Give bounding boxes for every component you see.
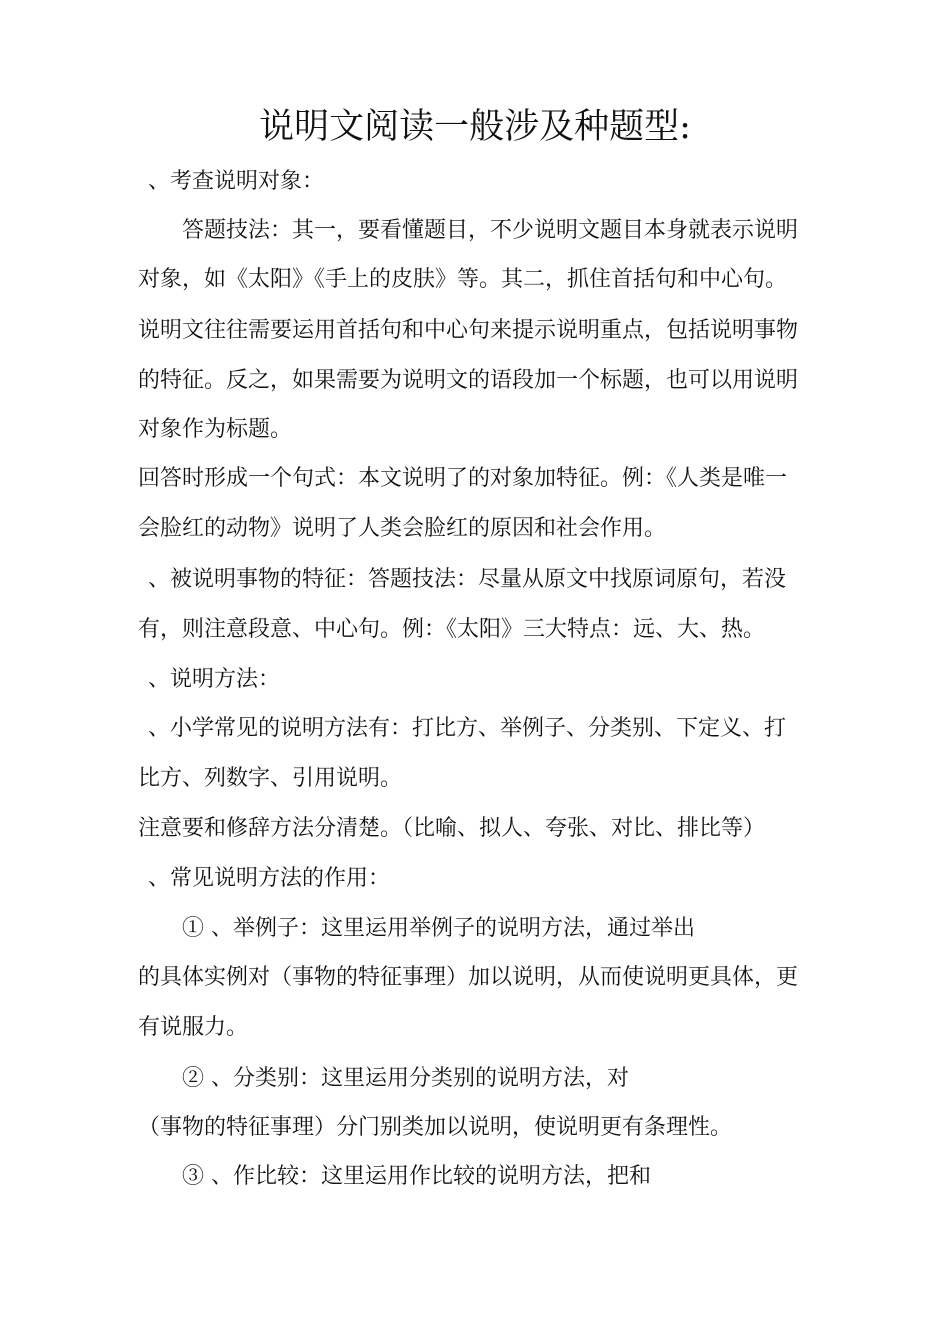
page-title: 说明文阅读一般涉及种题型: [259,107,691,147]
paragraph-line: （事物的特征事理）分门别类加以说明，使说明更有条理性。 [138,1115,733,1140]
paragraph-line: 会脸红的动物》说明了人类会脸红的原因和社会作用。 [138,516,667,541]
paragraph-line: 注意要和修辞方法分清楚。（比喻、拟人、夸张、对比、排比等） [138,816,766,841]
paragraph-line: 比方、列数字、引用说明。 [138,766,403,791]
section-heading-methods: 、说明方法： [148,667,281,692]
paragraph-line: 、小学常见的说明方法有：打比方、举例子、分类别、下定义、打 [148,716,787,741]
section-heading-subject: 、考查说明对象： [148,169,325,194]
paragraph-line: 对象，如《太阳》《手上的皮肤》等。其二，抓住首括句和中心句。 [138,267,788,292]
numbered-item-3: ③ 、作比较：这里运用作比较的说明方法，把和 [182,1164,651,1189]
paragraph-line: 有说服力。 [138,1015,249,1040]
paragraph-line: 有，则注意段意、中心句。例：《太阳》三大特点：远、大、热。 [138,617,766,642]
paragraph-line: 对象作为标题。 [138,417,293,442]
section-heading-method-effects: 、常见说明方法的作用： [148,866,391,891]
paragraph-line: 说明文往往需要运用首括句和中心句来提示说明重点，包括说明事物 [138,318,799,343]
paragraph-line: 的具体实例对（事物的特征事理）加以说明，从而使说明更具体，更 [138,965,799,990]
numbered-item-2: ② 、分类别：这里运用分类别的说明方法，对 [182,1066,629,1091]
paragraph-line: 答题技法：其一，要看懂题目，不少说明文题目本身就表示说明 [182,218,799,243]
numbered-item-1: ① 、举例子：这里运用举例子的说明方法，通过举出 [182,916,695,941]
paragraph-line: 的特征。反之，如果需要为说明文的语段加一个标题，也可以用说明 [138,368,799,393]
section-heading-features: 、被说明事物的特征：答题技法：尽量从原文中找原词原句，若没 [148,567,787,592]
paragraph-line: 回答时形成一个句式：本文说明了的对象加特征。例：《人类是唯一 [138,466,788,491]
